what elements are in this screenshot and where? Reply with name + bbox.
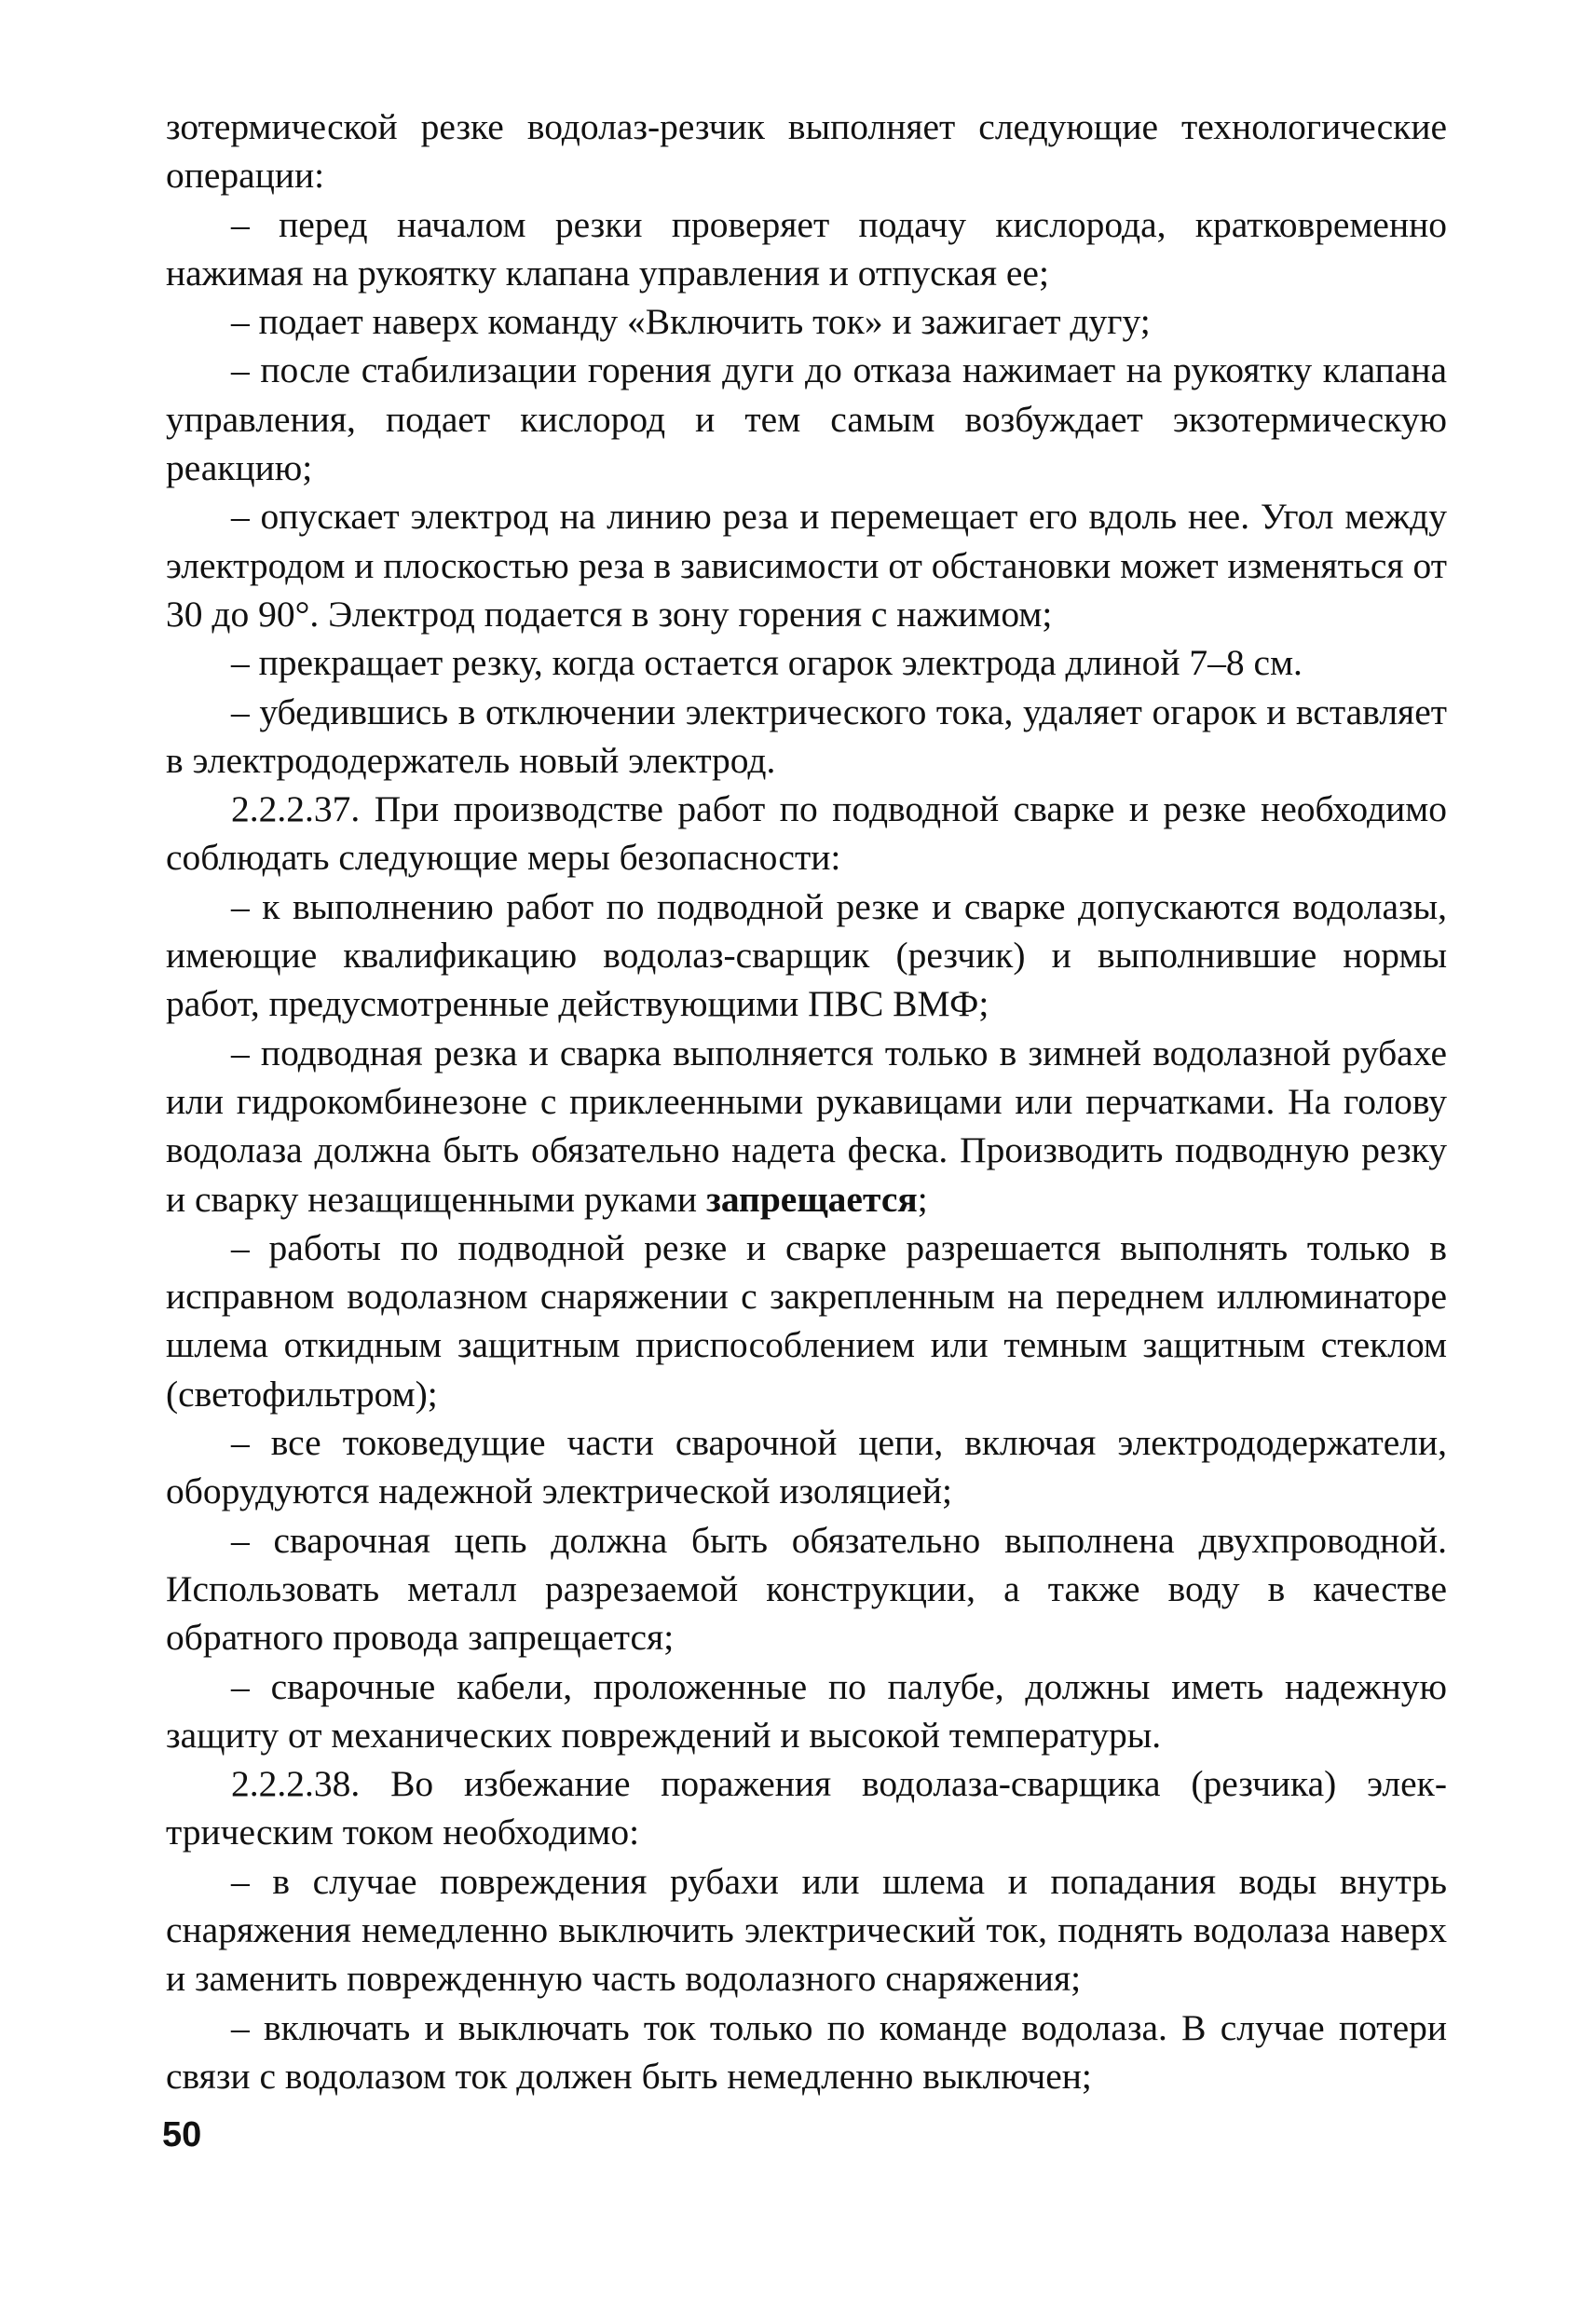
paragraph: – сварочные кабели, проложенные по палубе, должны иметь надежную защиту от механических повреждений и высокой температуры. [166, 1665, 1447, 1756]
body-text [166, 103, 1447, 2100]
paragraph: – включать и выключать ток только по команде водолаза. В случае потери связи с водолазом ток должен быть немедленно выключен; [166, 2006, 1447, 2097]
paragraph: 2.2.2.38. Во избежание поражения водолаза-сварщика (резчика) электрическим током необходимо: [166, 1763, 1447, 1853]
paragraph: – перед началом резки проверяет подачу кислорода, кратковременно нажимая на рукоятку клапана управления и отпуская ее; [166, 203, 1447, 294]
paragraph-tail: ; [917, 1178, 928, 1220]
paragraph: – опускает электрод на линию реза и перемещает его вдоль нее. Угол между электродом и плоскостью реза в зависимости от обстановки может изменяться от 30 до 90°. Электрод подается в зону горения с нажимом; [166, 496, 1447, 635]
paragraph [166, 1029, 1447, 1224]
paragraph: – убедившись в отключении электрического тока, удаляет огарок и вставляет в электрододержатель новый электрод. [166, 691, 1447, 781]
paragraph: – работы по подводной резке и сварке разрешается выполнять только в исправном водолазном снаряжении с закрепленным на переднем иллюминаторе шлема откидным защитным приспособлением или темным защитным стеклом (светофильтром); [166, 1226, 1447, 1415]
paragraph: зотермической резке водолаз-резчик выполняет следующие технологические операции: [166, 106, 1447, 197]
paragraph: – прекращает резку, когда остается огарок электрода длиной 7–8 см. [231, 642, 1303, 684]
paragraph: 2.2.2.37. При производстве работ по подводной сварке и резке необходимо соблюдать следующие меры безопасности: [166, 788, 1447, 879]
paragraph: – к выполнению работ по подводной резке и сварке допускаются водолазы, имеющие квалификацию водолаз-сварщик (резчик) и выполнившие нормы работ, предусмотренные действующими ПВС ВМФ; [166, 885, 1447, 1025]
paragraph: – в случае повреждения рубахи или шлема и попадания воды внутрь снаряжения немедленно выключить электрический ток, поднять водолаза наверх и заменить поврежденную часть водолазного снаряжения; [166, 1860, 1447, 2000]
paragraph: – сварочная цепь должна быть обязательно выполнена двухпроводной. Использовать металл разрезаемой конструкции, а также воду в качестве обратного провода запрещается; [166, 1519, 1447, 1659]
paragraph: – подает наверх команду «Включить ток» и зажигает дугу; [231, 301, 1151, 343]
paragraph: – после стабилизации горения дуги до отказа нажимает на рукоятку клапана управления, подает кислород и тем самым возбуждает экзотермическую реакцию; [166, 349, 1447, 489]
page-number: 50 [162, 2115, 202, 2154]
emphasis-text: запрещается [705, 1178, 918, 1220]
paragraph-text: – подводная резка и сварка выполняется только в зимней водолазной рубахе или гидрокомбинезоне с приклеенными рукавицами или перчатками. На голову водолаза должна быть обязательно надета феска. Производить подводную резку и сварку незащищенными руками [166, 1032, 1447, 1220]
paragraph: – все токоведущие части сварочной цепи, включая электрододержатели, оборудуются надежной электрической изоляцией; [166, 1422, 1447, 1512]
